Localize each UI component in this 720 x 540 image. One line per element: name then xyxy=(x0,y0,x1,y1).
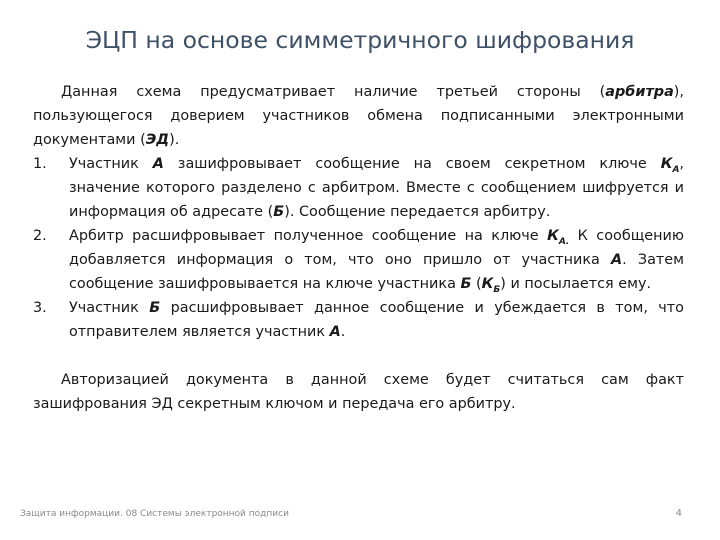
step-text: . xyxy=(340,324,346,340)
participant-a: А xyxy=(329,324,341,340)
conclusion-paragraph: Авторизацией документа в данной схеме будет считаться сам факт зашифрования ЭД секретным ключом и передача его арбитру. xyxy=(33,372,684,412)
slide-title: ЭЦП на основе симметричного шифрования xyxy=(85,26,635,54)
paragraph-spacer xyxy=(33,344,684,368)
steps-list xyxy=(33,152,684,344)
step-text: зашифровывает сообщение на своем секретном ключе xyxy=(163,156,661,172)
participant-a: А xyxy=(152,156,164,172)
key-subscript: А. xyxy=(558,236,570,247)
key-subscript: А xyxy=(672,164,680,175)
key-label xyxy=(660,156,680,175)
term-arbiter: арбитра xyxy=(605,84,674,100)
key-letter: К xyxy=(660,156,673,172)
step-item xyxy=(33,224,684,296)
slide-content xyxy=(33,80,684,416)
key-letter: К xyxy=(481,276,494,292)
footer-text: Защита информации. 08 Системы электронной подписи xyxy=(20,509,289,519)
intro-paragraph xyxy=(33,80,684,152)
intro-text-2: ), пользующегося доверием участников обмена подписанными электронными документами ( xyxy=(33,84,684,148)
participant-b: Б xyxy=(273,204,285,220)
step-number: 3. xyxy=(33,300,47,316)
intro-text-3: ). xyxy=(169,132,180,148)
step-text: Участник xyxy=(69,300,150,316)
step-text: , значение которого разделено с арбитром. Вместе с сообщением шифруется и информация об адресате ( xyxy=(69,156,684,220)
step-number: 2. xyxy=(33,228,47,244)
step-item xyxy=(33,296,684,344)
step-text: . Затем сообщение зашифровывается на ключе участника xyxy=(69,252,684,292)
step-text: Участник xyxy=(69,156,153,172)
step-number: 1. xyxy=(33,156,47,172)
page-number: 4 xyxy=(675,508,682,519)
step-text: Арбитр расшифровывает полученное сообщение на ключе xyxy=(69,228,548,244)
step-text: расшифровывает данное сообщение и убеждается в том, что отправителем является участник xyxy=(69,300,684,340)
participant-b: Б xyxy=(460,276,472,292)
participant-a: А xyxy=(611,252,623,268)
step-text: ) и посылается ему. xyxy=(500,276,652,292)
key-letter: К xyxy=(547,228,559,244)
key-subscript: Б xyxy=(493,284,501,295)
step-item xyxy=(33,152,684,224)
step-text: ). Сообщение передается арбитру. xyxy=(284,204,551,220)
participant-b: Б xyxy=(149,300,161,316)
intro-text-1: Данная схема предусматривает наличие третьей стороны ( xyxy=(61,84,606,100)
key-label xyxy=(481,276,501,295)
step-text: К сообщению добавляется информация о том, что оно пришло от участника xyxy=(69,228,684,268)
step-text: ( xyxy=(471,276,482,292)
term-ed: ЭД xyxy=(145,132,170,148)
key-label xyxy=(547,228,570,247)
